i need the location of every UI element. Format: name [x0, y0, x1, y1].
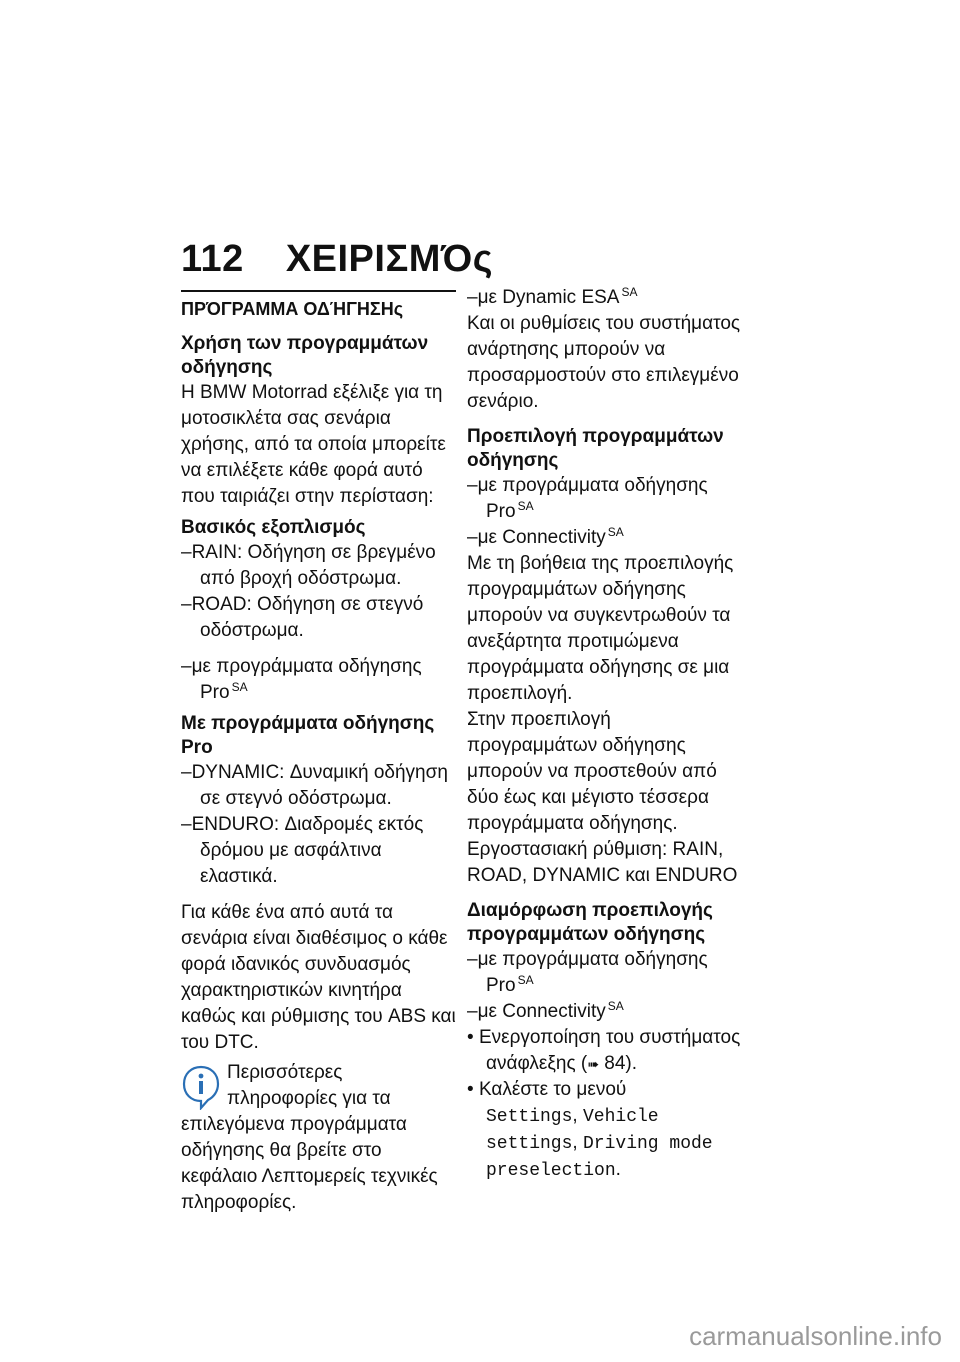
menu-path-1: Settings — [486, 1107, 573, 1127]
left-column — [181, 290, 456, 1216]
step-menu: • Καλέστε το μενού Settings, Vehicle settings, Driving mode preselection. — [467, 1079, 713, 1181]
heading-standard-equipment: Βασικός εξοπλισμός — [181, 517, 366, 538]
menu-path-3: Driving mode preselection — [486, 1134, 713, 1181]
paragraph-factory: Εργοστασιακή ρύθμιση: RAIN, ROAD, DYNAMIC και ENDURO — [467, 839, 738, 886]
heading-configure: Διαμόρφωση προεπιλογής προγραμμάτων οδήγησης — [467, 900, 713, 945]
chapter-title: ΧΕΙΡΙΣΜΌς — [285, 238, 494, 280]
paragraph-combination: Για κάθε ένα από αυτά τα σενάρια είναι διαθέσιμος ο κάθε φορά ιδανικός συνδυασμός χαρακτηριστικών κινητήρα καθώς και ρύθμισης του ABS και του DTC. — [181, 902, 456, 1053]
heading-preselection: Προεπιλογή προγραμμάτων οδήγησης — [467, 426, 724, 471]
paragraph-suspension: Και οι ρυθμίσεις του συστήματος ανάρτησης μπορούν να προσαρμοστούν στο επιλεγμένο σενάριο. — [467, 313, 741, 412]
item-pro-option-3: –με προγράμματα οδήγησης Pro $^{SA}$ — [467, 949, 708, 996]
arrow-ref-icon: ➠ — [587, 1056, 599, 1072]
item-dynamic: –DYNAMIC: Δυναμική οδήγηση σε στεγνό οδόστρωμα. — [181, 762, 448, 809]
heading-use-of-modes: Χρήση των προγραμμάτων οδήγησης — [181, 333, 429, 378]
step-ignition: • Ενεργοποίηση του συστήματος ανάφλεξης (➠ 84). — [467, 1027, 741, 1074]
right-column — [467, 285, 742, 1184]
page-header — [181, 238, 493, 281]
item-connectivity-2: –με Connectivity $^{SA}$ — [467, 999, 624, 1022]
paragraph-intro: Η BMW Motorrad εξέλιξε για τη μοτοσικλέτα σας σενάρια χρήσης, από τα οποία μπορείτε να επιλέξετε κάθε φορά αυτό που ταιριάζει στην περίσταση: — [181, 382, 446, 507]
info-note — [181, 1060, 456, 1216]
menu-path-2: Vehicle settings — [486, 1107, 659, 1154]
section-title: ΠΡΌΓΡΑΜΜΑ ΟΔΉΓΗΣΗς — [181, 290, 456, 322]
item-dynamic-esa: –με Dynamic ESA $^{SA}$ — [467, 285, 638, 308]
note-text: Περισσότερες πληροφορίες για τα επιλεγόμενα προγράμματα οδήγησης θα βρείτε στο κεφάλαιο Λεπτομερείς τεχνικές πληροφορίες. — [181, 1062, 438, 1213]
item-rain: –RAIN: Οδήγηση σε βρεγμένο από βροχή οδόστρωμα. — [181, 542, 436, 589]
paragraph-preselection: Με τη βοήθεια της προεπιλογής προγραμμάτων οδήγησης μπορούν να συγκεντρωθούν τα ανεξάρτητα προτιμώμενα προγράμματα οδήγησης σε μια προεπιλογή. — [467, 553, 734, 704]
item-road: –ROAD: Οδήγηση σε στεγνό οδόστρωμα. — [181, 594, 424, 641]
item-enduro: –ENDURO: Διαδρομές εκτός δρόμου με ασφάλτινα ελαστικά. — [181, 814, 424, 887]
watermark: carmanualsonline.info — [689, 1321, 942, 1351]
paragraph-count: Στην προεπιλογή προγραμμάτων οδήγησης μπορούν να προστεθούν από δύο έως και μέγιστο τέσσερα προγράμματα οδήγησης. — [467, 709, 717, 834]
page-number: 112 — [181, 238, 244, 280]
heading-with-pro: Με προγράμματα οδήγησης Pro — [181, 713, 435, 758]
item-pro-option: –με προγράμματα οδήγησης Pro $^{SA}$ — [181, 656, 422, 703]
info-icon — [181, 1064, 221, 1110]
item-pro-option-2: –με προγράμματα οδήγησης Pro $^{SA}$ — [467, 475, 708, 522]
item-connectivity: –με Connectivity $^{SA}$ — [467, 525, 624, 548]
